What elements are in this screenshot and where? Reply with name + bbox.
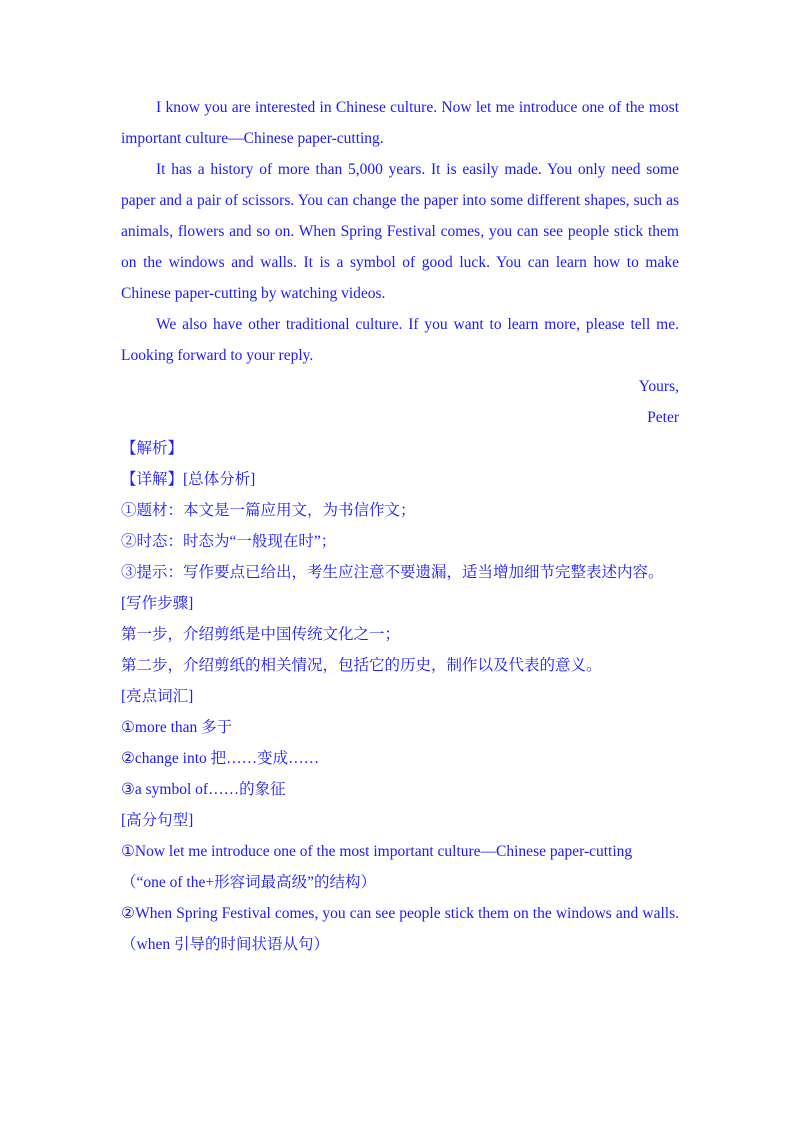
vocab-item: ③a symbol of……的象征 [121,781,286,798]
letter-closing: Yours, [638,378,679,395]
steps-heading: [写作步骤] [121,595,194,612]
sentence-note: （“one of the+形容词最高级”的结构） [121,874,376,891]
sentences-heading: [高分句型] [121,812,194,829]
letter-signature: Peter [647,409,679,426]
sentence-note: （when 引导的时间状语从句） [121,936,329,953]
sentence-text: ②When Spring Festival comes, you can see people stick them on the windows and walls. [121,905,679,922]
detail-heading: 【详解】[总体分析] [121,471,256,488]
vocab-item: ②change into 把……变成…… [121,750,320,767]
overview-item: ①题材：本文是一篇应用文，为书信作文； [121,502,416,519]
analysis-heading: 【解析】 [121,440,184,457]
step-item: 第二步，介绍剪纸的相关情况，包括它的历史，制作以及代表的意义。 [121,657,602,674]
overview-item: ②时态：时态为“一般现在时”； [121,533,337,550]
sentence-item: ①Now let me introduce one of the most important culture—Chinese paper-cutting [121,843,633,860]
document-page [121,92,679,960]
step-item: 第一步，介绍剪纸是中国传统文化之一； [121,626,401,643]
letter-paragraph-3: We also have other traditional culture. If you want to learn more, please tell me. Looking forward to your reply. [121,316,679,364]
sentence-item [121,898,679,960]
vocab-heading: [亮点词汇] [121,688,194,705]
overview-item: ③提示：写作要点已给出，考生应注意不要遗漏，适当增加细节完整表述内容。 [121,564,664,581]
vocab-item: ①more than 多于 [121,719,233,736]
analysis-section [121,433,679,960]
letter-paragraph-1: I know you are interested in Chinese culture. Now let me introduce one of the most important culture—Chinese paper-cutting. [121,99,679,147]
letter-paragraph-2: It has a history of more than 5,000 years. It is easily made. You only need some paper and a pair of scissors. You can change the paper into some different shapes, such as animals, flowers and so on. When Spring Festival comes, you can see people stick them on the windows and walls. It is a symbol of good luck. You can learn how to make Chinese paper-cutting by watching videos. [121,161,679,302]
